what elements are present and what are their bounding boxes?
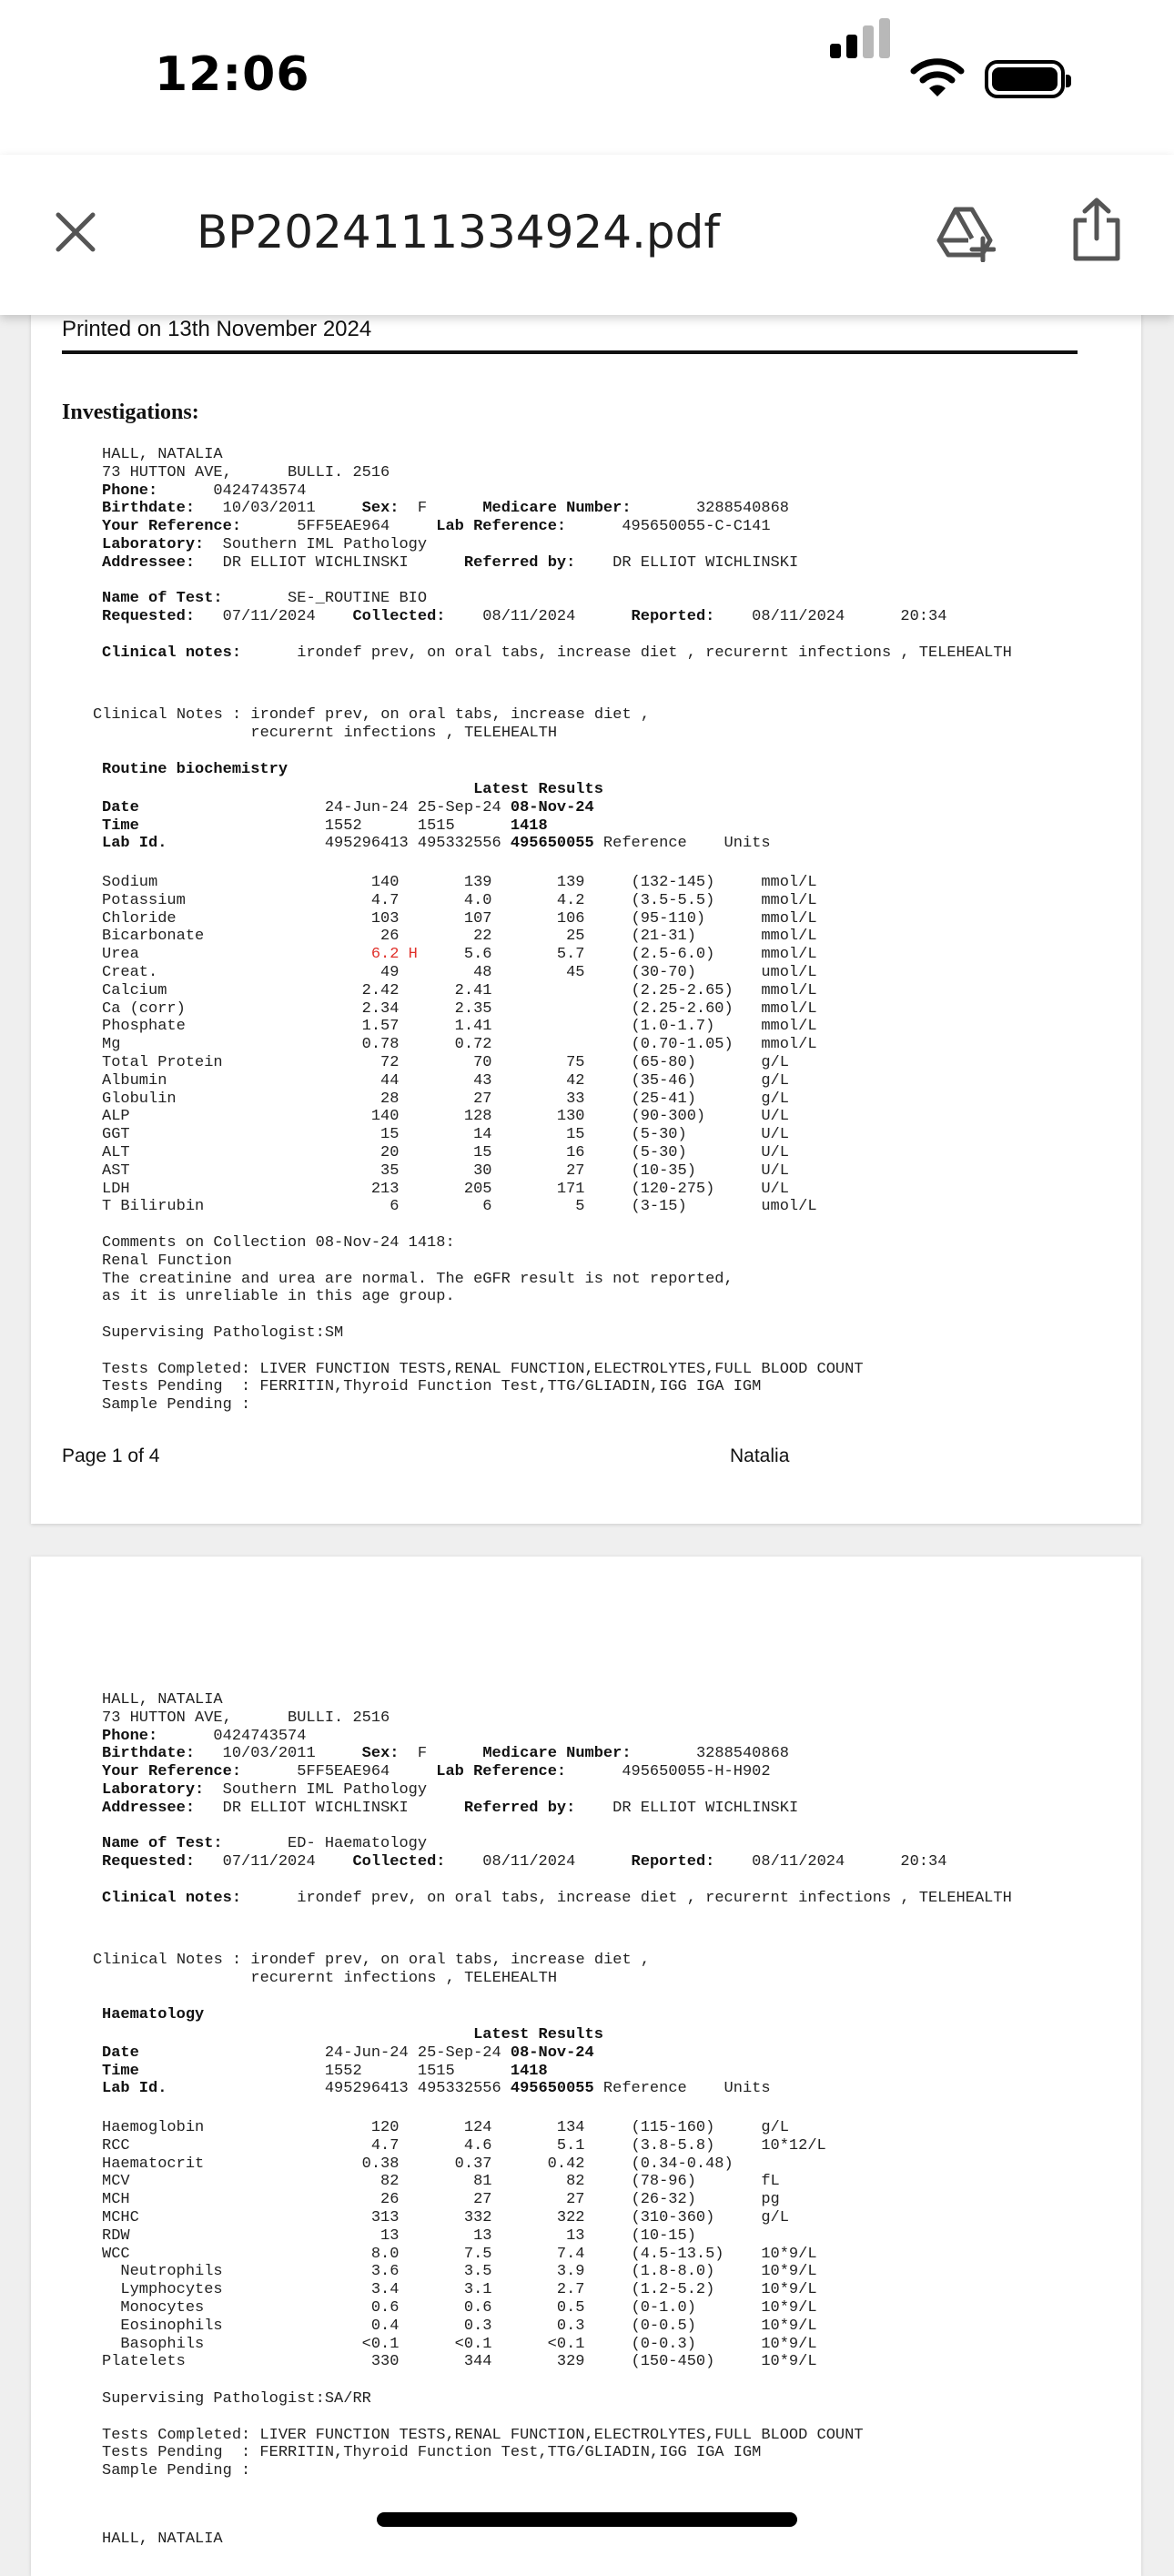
text-line: Urea 6.2 H 5.6 5.7 (2.5-6.0) mmol/L <box>102 946 817 964</box>
text-line: LDH 213 205 171 (120-275) U/L <box>102 1180 789 1198</box>
text-line: 73 HUTTON AVE, BULLI. 2516 <box>102 1709 390 1727</box>
comments-p1 <box>102 1234 864 1415</box>
results-table-header-p2 <box>102 2026 771 2098</box>
text-line: Supervising Pathologist:SA/RR <box>102 2390 371 2408</box>
text-line: HALL, NATALIA <box>102 1691 223 1709</box>
text-line: The creatinine and urea are normal. The eGFR result is not reported, <box>102 1270 734 1288</box>
status-bar <box>0 0 1174 155</box>
add-to-drive-icon[interactable] <box>936 202 996 262</box>
text-line: Potassium 4.7 4.0 4.2 (3.5-5.5) mmol/L <box>102 891 817 909</box>
home-indicator <box>377 2512 797 2527</box>
text-line: Time 1552 1515 1418 <box>102 2062 548 2080</box>
page-number: Page 1 of 4 <box>62 1445 160 1466</box>
text-line: RCC 4.7 4.6 5.1 (3.8-5.8) 10*12/L <box>102 2136 826 2155</box>
text-line: recurernt infections , TELEHEALTH <box>93 1969 558 1987</box>
text-line: Mg 0.78 0.72 (0.70-1.05) mmol/L <box>102 1036 817 1054</box>
investigations-title: Investigations: <box>62 401 199 424</box>
text-line: Birthdate: 10/03/2011 Sex: F Medicare Number: 3288540868 <box>102 1745 789 1763</box>
wifi-icon <box>910 56 965 98</box>
text-line: as it is unreliable in this age group. <box>102 1288 455 1306</box>
text-line: Your Reference: 5FF5EAE964 Lab Reference: 495650055-H-H902 <box>102 1763 771 1781</box>
text-line: Creat. 49 48 45 (30-70) umol/L <box>102 963 817 981</box>
text-line: Clinical notes: irondef prev, on oral tabs, increase diet , recurernt infections , TELEHEALTH <box>102 644 1012 662</box>
text-line: Name of Test: SE-_ROUTINE BIO <box>102 590 428 608</box>
text-line: Ca (corr) 2.34 2.35 (2.25-2.60) mmol/L <box>102 999 817 1018</box>
text-line: Sample Pending : <box>102 1396 251 1415</box>
text-line: Tests Pending : FERRITIN,Thyroid Function Test,TTG/GLIADIN,IGG IGA IGM <box>102 2444 762 2462</box>
printed-date: Printed on 13th November 2024 <box>62 317 372 341</box>
clinical-notes-block-p2 <box>93 1952 650 1988</box>
text-line: Calcium 2.42 2.41 (2.25-2.65) mmol/L <box>102 981 817 999</box>
text-line: MCV 82 81 82 (78-96) fL <box>102 2173 780 2191</box>
text-line: 73 HUTTON AVE, BULLI. 2516 <box>102 463 390 482</box>
text-line: Phone: 0424743574 <box>102 482 307 500</box>
text-line: Chloride 103 107 106 (95-110) mmol/L <box>102 909 817 928</box>
text-line: RDW 13 13 13 (10-15) <box>102 2226 696 2245</box>
text-line: Tests Completed: LIVER FUNCTION TESTS,RENAL FUNCTION,ELECTROLYTES,FULL BLOOD COUNT <box>102 1360 864 1378</box>
text-line <box>102 1306 864 1324</box>
results-table-p1 <box>102 874 817 1216</box>
text-line: Your Reference: 5FF5EAE964 Lab Reference: 495650055-C-C141 <box>102 518 771 536</box>
text-line: Time 1552 1515 1418 <box>102 816 548 835</box>
text-line: Sample Pending : <box>102 2462 251 2480</box>
text-line <box>102 1343 864 1361</box>
text-line: Neutrophils 3.6 3.5 3.9 (1.8-8.0) 10*9/L <box>102 2263 817 2281</box>
text-line: Requested: 07/11/2024 Collected: 08/11/2024 Reported: 08/11/2024 20:34 <box>102 608 947 626</box>
text-line: ALP 140 128 130 (90-300) U/L <box>102 1108 789 1126</box>
text-line: Tests Completed: LIVER FUNCTION TESTS,RENAL FUNCTION,ELECTROLYTES,FULL BLOOD COUNT <box>102 2426 864 2444</box>
text-line: WCC 8.0 7.5 7.4 (4.5-13.5) 10*9/L <box>102 2245 817 2263</box>
text-line: Sodium 140 139 139 (132-145) mmol/L <box>102 874 817 891</box>
viewer-toolbar <box>0 155 1174 315</box>
text-line: MCHC 313 332 322 (310-360) g/L <box>102 2208 789 2226</box>
text-line <box>102 1871 1012 1890</box>
patient-header-p2 <box>102 1691 1012 1908</box>
text-line: Name of Test: ED- Haematology <box>102 1835 428 1853</box>
text-line: Haematocrit 0.38 0.37 0.42 (0.34-0.48) <box>102 2155 734 2173</box>
results-table-p2 <box>102 2119 826 2371</box>
results-table-header-p1 <box>102 781 771 853</box>
text-line: AST 35 30 27 (10-35) U/L <box>102 1161 789 1180</box>
close-icon[interactable] <box>51 208 100 257</box>
text-line <box>102 2409 864 2427</box>
battery-icon <box>985 60 1065 98</box>
text-line: T Bilirubin 6 6 5 (3-15) umol/L <box>102 1198 817 1216</box>
text-line: Platelets 330 344 329 (150-450) 10*9/L <box>102 2353 817 2371</box>
text-line: Latest Results <box>473 781 603 798</box>
status-time: 12:06 <box>155 47 310 102</box>
text-line: Addressee: DR ELLIOT WICHLINSKI Referred by: DR ELLIOT WICHLINSKI <box>102 553 799 572</box>
text-line: Haemoglobin 120 124 134 (115-160) g/L <box>102 2119 789 2136</box>
text-line: Comments on Collection 08-Nov-24 1418: <box>102 1234 455 1252</box>
text-line: Phone: 0424743574 <box>102 1727 307 1745</box>
text-line: Basophils <0.1 <0.1 <0.1 (0-0.3) 10*9/L <box>102 2335 817 2353</box>
text-line: ALT 20 15 16 (5-30) U/L <box>102 1143 789 1161</box>
text-line: Requested: 07/11/2024 Collected: 08/11/2024 Reported: 08/11/2024 20:34 <box>102 1853 947 1871</box>
text-line: Albumin 44 43 42 (35-46) g/L <box>102 1071 789 1090</box>
text-line: Tests Pending : FERRITIN,Thyroid Function Test,TTG/GLIADIN,IGG IGA IGM <box>102 1378 762 1396</box>
text-line: Date 24-Jun-24 25-Sep-24 08-Nov-24 <box>102 798 594 816</box>
section-title-p1: Routine biochemistry <box>102 761 288 778</box>
text-line: Clinical Notes : irondef prev, on oral tabs, increase diet , <box>93 706 651 724</box>
text-line: MCH 26 27 27 (26-32) pg <box>102 2191 780 2209</box>
text-line: Supervising Pathologist:SM <box>102 1323 344 1342</box>
text-line: Total Protein 72 70 75 (65-80) g/L <box>102 1053 789 1071</box>
text-line: Bicarbonate 26 22 25 (21-31) mmol/L <box>102 928 817 946</box>
share-icon[interactable] <box>1070 197 1123 262</box>
next-patient-header: HALL, NATALIA <box>102 2530 223 2548</box>
text-line: Latest Results <box>473 2026 603 2044</box>
section-title-p2: Haematology <box>102 2006 205 2023</box>
text-line: Addressee: DR ELLIOT WICHLINSKI Referred by: DR ELLIOT WICHLINSKI <box>102 1799 799 1817</box>
text-line: Lymphocytes 3.4 3.1 2.7 (1.2-5.2) 10*9/L <box>102 2281 817 2299</box>
footer-patient-name: Natalia <box>730 1445 790 1466</box>
text-line: Laboratory: Southern IML Pathology <box>102 535 428 553</box>
text-line: Renal Function <box>102 1252 232 1270</box>
document-title: BP2024111334924.pdf <box>197 206 720 259</box>
text-line: Lab Id. 495296413 495332556 495650055 Reference Units <box>102 2080 771 2098</box>
text-line: Laboratory: Southern IML Pathology <box>102 1780 428 1799</box>
patient-header-p1 <box>102 446 1012 663</box>
comments-p2 <box>102 2390 864 2480</box>
text-line: Eosinophils 0.4 0.3 0.3 (0-0.5) 10*9/L <box>102 2317 817 2335</box>
text-line: GGT 15 14 15 (5-30) U/L <box>102 1126 789 1144</box>
header-rule <box>62 350 1078 354</box>
text-line: Phosphate 1.57 1.41 (1.0-1.7) mmol/L <box>102 1018 817 1036</box>
text-line: Monocytes 0.6 0.6 0.5 (0-1.0) 10*9/L <box>102 2298 817 2317</box>
text-line: Clinical notes: irondef prev, on oral tabs, increase diet , recurernt infections , TELEHEALTH <box>102 1889 1012 1907</box>
text-line <box>102 626 1012 644</box>
text-line: Birthdate: 10/03/2011 Sex: F Medicare Number: 3288540868 <box>102 500 789 518</box>
text-line: Date 24-Jun-24 25-Sep-24 08-Nov-24 <box>102 2044 594 2062</box>
text-line: Globulin 28 27 33 (25-41) g/L <box>102 1090 789 1108</box>
text-line: HALL, NATALIA <box>102 446 223 463</box>
clinical-notes-block-p1 <box>93 706 650 743</box>
text-line: Clinical Notes : irondef prev, on oral tabs, increase diet , <box>93 1952 651 1969</box>
text-line <box>102 573 1012 591</box>
text-line: Lab Id. 495296413 495332556 495650055 Reference Units <box>102 835 771 853</box>
text-line: recurernt infections , TELEHEALTH <box>93 724 558 742</box>
text-line <box>102 1818 1012 1836</box>
